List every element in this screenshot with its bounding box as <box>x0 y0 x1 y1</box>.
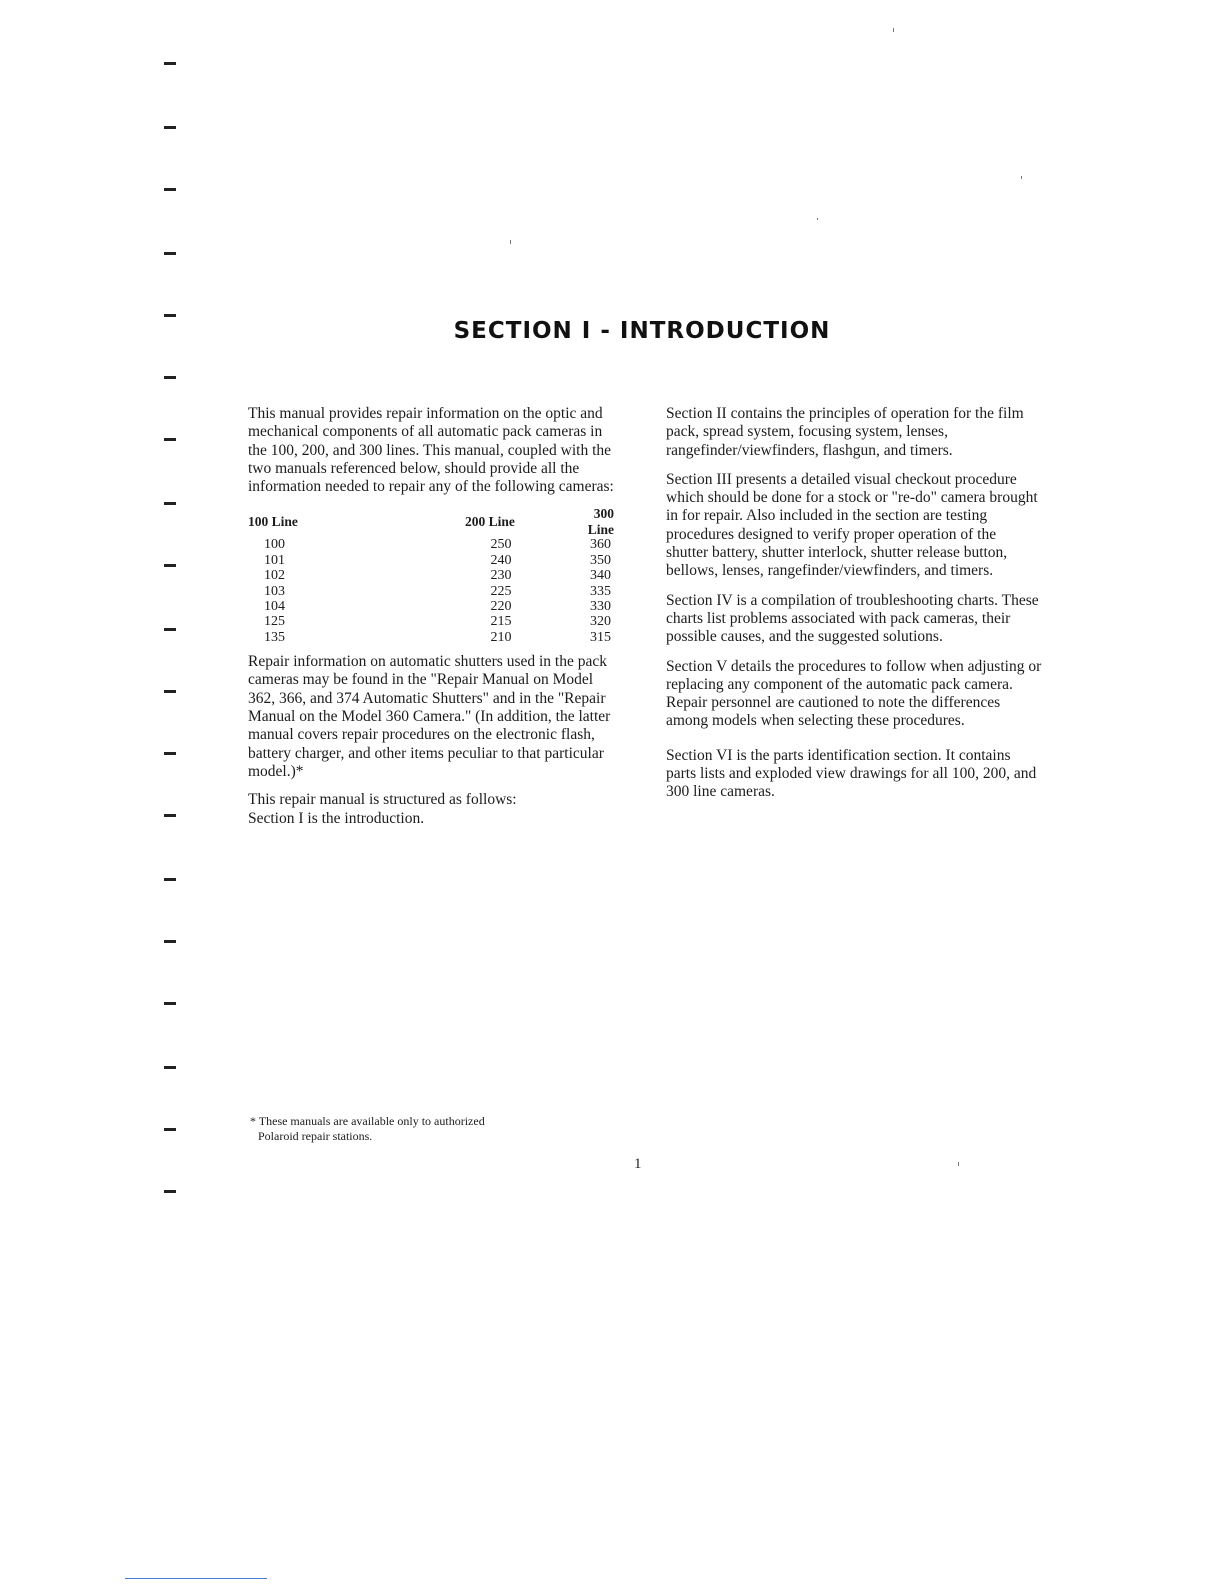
binder-mark <box>164 1002 176 1005</box>
table-cell: 330 <box>590 598 611 614</box>
binder-mark <box>164 564 176 567</box>
table-cell: 215 <box>490 614 512 630</box>
section-4-paragraph: Section IV is a compilation of troubleshooting charts. These charts list problems associated with pack cameras, their possible causes, and the suggested solutions. <box>666 591 1039 646</box>
table-cell: 225 <box>490 583 512 599</box>
table-cell: 250 <box>490 537 512 553</box>
page-title: SECTION I - INTRODUCTION <box>453 318 831 344</box>
table-cell: 315 <box>590 629 611 645</box>
table-cell: 135 <box>264 629 285 645</box>
table-cell: 350 <box>590 552 611 568</box>
table-cell: 335 <box>590 583 611 599</box>
table-header: 100 Line <box>248 514 298 530</box>
intro-paragraph: This manual provides repair information on the optic and mechanical components of all automatic pack cameras in the 100, 200, and 300 lines. This manual, coupled with the two manuals referenced below, should provide all the information needed to repair any of the following cameras: <box>248 405 614 496</box>
binder-mark <box>164 628 176 631</box>
binder-mark <box>164 252 176 255</box>
table-row <box>248 630 614 645</box>
table-header-row <box>248 506 614 537</box>
page-number: 1 <box>634 1156 642 1172</box>
section-5-paragraph: Section V details the procedures to follow when adjusting or replacing any component of the automatic pack camera. Repair personnel are cautioned to note the differences among models when selecting these procedures. <box>666 657 1042 730</box>
scan-speck <box>510 240 511 244</box>
binder-mark <box>164 690 176 693</box>
scan-speck <box>817 218 818 220</box>
binder-mark <box>164 814 176 817</box>
camera-lines-table <box>248 506 614 645</box>
binder-mark <box>164 1190 176 1193</box>
table-row <box>248 553 614 568</box>
table-cell: 360 <box>590 537 611 553</box>
table-cell: 103 <box>264 583 285 599</box>
table-header: 300 Line <box>587 506 614 537</box>
section-2-paragraph: Section II contains the principles of operation for the film pack, spread system, focusing system, lenses, rangefinder/viewfinders, flashgun, and timers. <box>666 405 1024 459</box>
right-column <box>666 405 1042 813</box>
footnote-line-2: Polaroid repair stations. <box>258 1129 373 1143</box>
binder-mark <box>164 62 176 65</box>
binder-mark <box>164 878 176 881</box>
section-3-paragraph: Section III presents a detailed visual checkout procedure which should be done for a stock or "re-do" camera brought in for repair. Also included in the section are testing procedures designed to verify proper operation of the shutter battery, shutter interlock, shutter release button, bellows, lenses, rangefinder/viewfinders, and timers. <box>666 470 1038 580</box>
shutter-paragraph: Repair information on automatic shutters used in the pack cameras may be found in the "Repair Manual on Model 362, 366, and 374 Automatic Shutters" and in the "Repair Manual on the Model 360 Camera." (In addition, the latter manual covers repair procedures on the electronic flash, battery charger, and other items peculiar to that particular model.)* <box>248 653 611 780</box>
table-cell: 340 <box>590 568 611 584</box>
binder-mark <box>164 188 176 191</box>
table-cell: 220 <box>490 598 512 614</box>
binder-mark <box>164 438 176 441</box>
table-cell: 210 <box>490 629 512 645</box>
table-cell: 100 <box>264 537 285 553</box>
table-cell: 104 <box>264 598 285 614</box>
scan-speck <box>893 28 894 32</box>
table-cell: 230 <box>490 568 512 584</box>
structure-line: This repair manual is structured as follows: <box>248 791 517 809</box>
binder-mark <box>164 1066 176 1069</box>
scan-speck <box>1021 176 1022 179</box>
table-row <box>248 568 614 583</box>
table-cell: 125 <box>264 614 285 630</box>
structure-paragraph <box>248 791 616 828</box>
footnote-line-1: * These manuals are available only to authorized <box>250 1114 485 1128</box>
footnote <box>250 1114 590 1144</box>
binder-mark <box>164 314 176 317</box>
section-one-line: Section I is the introduction. <box>248 809 425 827</box>
section-6-paragraph: Section VI is the parts identification section. It contains parts lists and exploded view drawings for all 100, 200, and 300 line cameras. <box>666 746 1037 801</box>
table-header: 200 Line <box>465 514 515 530</box>
scan-edge-line <box>125 1578 267 1579</box>
binder-mark <box>164 752 176 755</box>
table-row <box>248 584 614 599</box>
table-row <box>248 599 614 614</box>
binder-mark <box>164 502 176 505</box>
table-row <box>248 537 614 552</box>
table-cell: 320 <box>590 614 611 630</box>
left-column <box>248 405 616 828</box>
table-cell: 102 <box>264 568 285 584</box>
table-cell: 101 <box>264 552 285 568</box>
binder-mark <box>164 940 176 943</box>
binder-mark <box>164 126 176 129</box>
binder-mark <box>164 1128 176 1131</box>
binder-mark <box>164 376 176 379</box>
table-row <box>248 614 614 629</box>
table-cell: 240 <box>490 552 512 568</box>
scan-speck <box>958 1162 959 1166</box>
